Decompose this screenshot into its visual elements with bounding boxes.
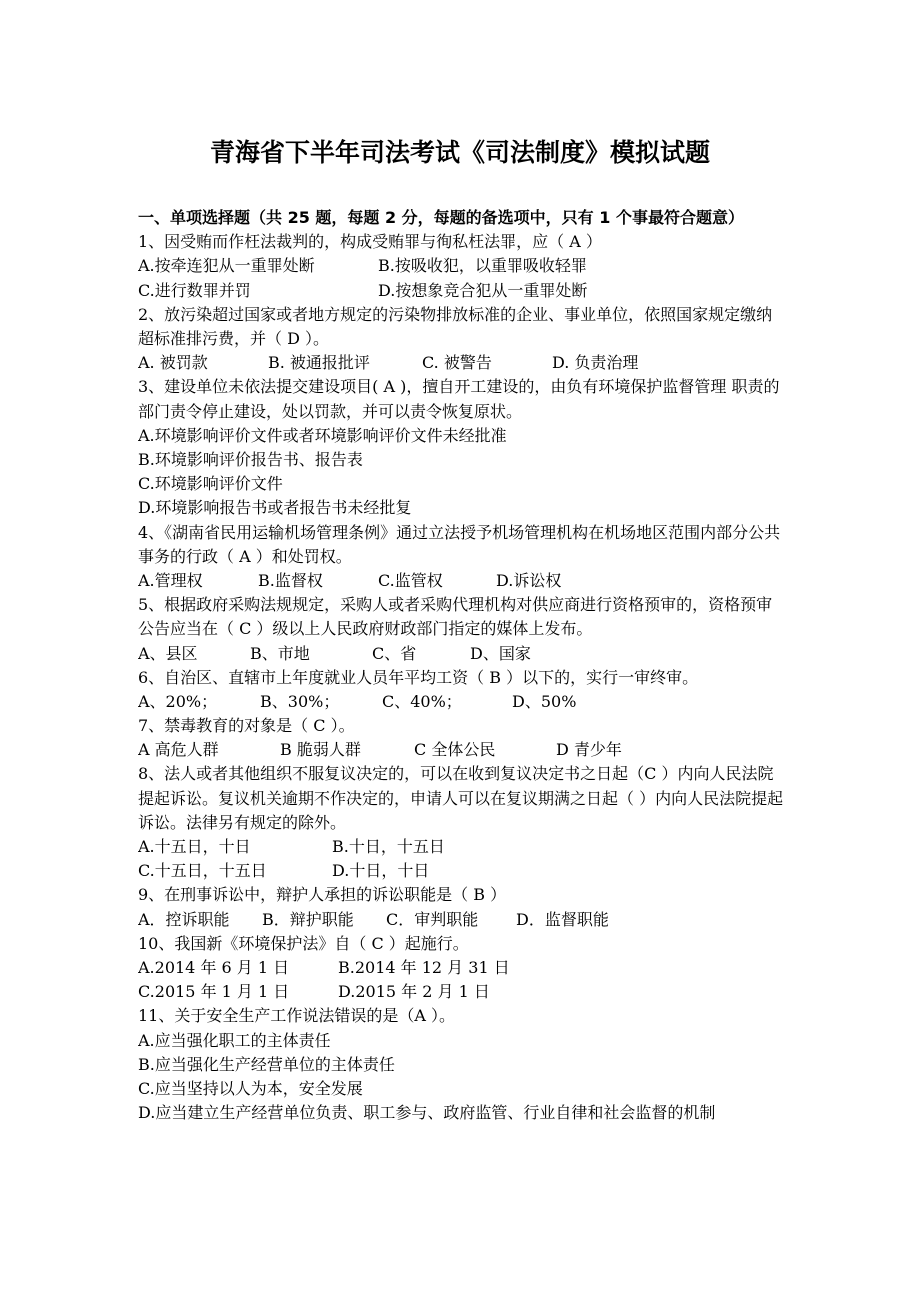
question-1-option-a: A.按牵连犯从一重罪处断 [138, 256, 315, 276]
question-6-stem: 6、自治区、直辖市上年度就业人员年平均工资（ B ）以下的，实行一审终审。 [138, 667, 699, 687]
question-11-stem: 11、关于安全生产工作说法错误的是（A ）。 [138, 1006, 456, 1026]
question-4-option-a: A.管理权 [138, 570, 203, 590]
question-1-stem: 1、因受贿而作枉法裁判的，构成受贿罪与徇私枉法罪，应（ A ） [138, 232, 602, 252]
question-1-option-d: D.按想象竞合犯从一重罪处断 [378, 280, 588, 300]
question-5-stem: 5、根据政府采购法规规定，采购人或者采购代理机构对供应商进行资格预审的，资格预审公告应当在（ C ）级以上人民政府财政部门指定的媒体上发布。 [138, 595, 773, 639]
question-7-option-c: C 全体公民 [414, 740, 496, 760]
question-8-options-row-1 [138, 835, 786, 859]
question-3-option-c: C.环境影响评价文件 [138, 474, 283, 494]
question-10-option-d: D.2015 年 2 月 1 日 [338, 982, 490, 1002]
question-10-option-a: A.2014 年 6 月 1 日 [138, 958, 290, 977]
question-11-option-b: B.应当强化生产经营单位的主体责任 [138, 1054, 395, 1074]
question-8-option-d: D.十日，十日 [332, 861, 430, 881]
question-8-stem: 8、法人或者其他组织不服复议决定的，可以在收到复议决定书之日起（C ）内向人民法院提起诉讼。复议机关逾期不作决定的，申请人可以在复议期满之日起（ ）内向人民法院提起诉讼。法律另有规定的除外。 [138, 764, 784, 832]
question-9-option-a: A．控诉职能 [138, 909, 230, 929]
document-body [138, 206, 786, 1125]
question-5-option-d: D、国家 [470, 643, 531, 663]
question-2-option-d: D. 负责治理 [552, 353, 639, 373]
question-1-option-b: B.按吸收犯，以重罪吸收轻罪 [378, 256, 587, 276]
question-3-option-d: D.环境影响报告书或者报告书未经批复 [138, 498, 412, 518]
question-8-option-b: B.十日，十五日 [332, 837, 445, 857]
question-7-option-d: D 青少年 [556, 740, 622, 760]
question-6-option-a: A、20%； [138, 691, 218, 711]
question-8-options-row-2 [138, 859, 786, 883]
question-7-stem: 7、禁毒教育的对象是（ C ）。 [138, 716, 355, 736]
question-10-option-c: C.2015 年 1 月 1 日 [138, 982, 290, 1002]
question-3-option-a: A.环境影响评价文件或者环境影响评价文件未经批准 [138, 425, 507, 445]
question-11-option-d: D.应当建立生产经营单位负责、职工参与、政府监管、行业自律和社会监督的机制 [138, 1103, 716, 1123]
question-8-option-c: C.十五日，十五日 [138, 861, 267, 881]
question-9-option-c: C．审判职能 [386, 909, 479, 929]
question-6-option-b: B、30%； [260, 691, 340, 711]
question-9-option-d: D．监督职能 [516, 909, 609, 929]
question-5-option-c: C、省 [372, 643, 417, 663]
question-10-stem: 10、我国新《环境保护法》自（ C ）起施行。 [138, 933, 469, 953]
question-10-option-b: B.2014 年 12 月 31 日 [338, 958, 510, 977]
question-5-option-a: A、县区 [138, 643, 198, 663]
question-9-option-b: B．辩护职能 [262, 909, 354, 929]
question-4-option-b: B.监督权 [258, 570, 323, 590]
question-7-option-a: A 高危人群 [138, 740, 219, 760]
question-11-option-a: A.应当强化职工的主体责任 [138, 1030, 331, 1050]
question-2-option-b: B. 被通报批评 [268, 353, 370, 373]
section-heading: 一、单项选择题（共 25 题，每题 2 分，每题的备选项中，只有 1 个事最符合题意） [138, 208, 744, 227]
question-6-option-c: C、40%； [382, 691, 462, 711]
question-6-option-d: D、50% [512, 691, 577, 711]
question-5-options [138, 642, 786, 666]
question-2-option-a: A. 被罚款 [138, 353, 208, 373]
question-7-options [138, 738, 786, 762]
question-6-options [138, 690, 786, 714]
question-8-option-a: A.十五日，十日 [138, 837, 251, 857]
question-10-options-row-2 [138, 980, 786, 1004]
question-9-options [138, 908, 786, 932]
question-9-stem: 9、在刑事诉讼中，辩护人承担的诉讼职能是（ B ） [138, 885, 507, 905]
question-1-options-row-2 [138, 279, 786, 303]
question-3-option-b: B.环境影响评价报告书、报告表 [138, 449, 363, 469]
question-2-option-c: C. 被警告 [422, 353, 492, 373]
question-2-options [138, 351, 786, 375]
question-5-option-b: B、市地 [250, 643, 310, 663]
question-4-option-d: D.诉讼权 [496, 570, 562, 590]
question-1-option-c: C.进行数罪并罚 [138, 280, 251, 300]
question-4-stem: 4、《湖南省民用运输机场管理条例》通过立法授予机场管理机构在机场地区范围内部分公共事务的行政（ A ）和处罚权。 [138, 522, 781, 566]
question-11-option-c: C.应当坚持以人为本，安全发展 [138, 1078, 363, 1098]
question-3-stem: 3、建设单位未依法提交建设项目( A )，擅自开工建设的，由负有环境保护监督管理 职责的部门责令停止建设，处以罚款，并可以责令恢复原状。 [138, 377, 780, 421]
question-10-options-row-1 [138, 956, 786, 980]
question-7-option-b: B 脆弱人群 [280, 740, 361, 760]
question-1-options-row-1 [138, 254, 786, 278]
document-title: 青海省下半年司法考试《司法制度》模拟试题 [209, 138, 710, 167]
question-4-option-c: C.监管权 [378, 570, 443, 590]
question-4-options [138, 569, 786, 593]
question-2-stem: 2、放污染超过国家或者地方规定的污染物排放标准的企业、事业单位，依照国家规定缴纳超标准排污费，并（ D ）。 [138, 304, 773, 348]
